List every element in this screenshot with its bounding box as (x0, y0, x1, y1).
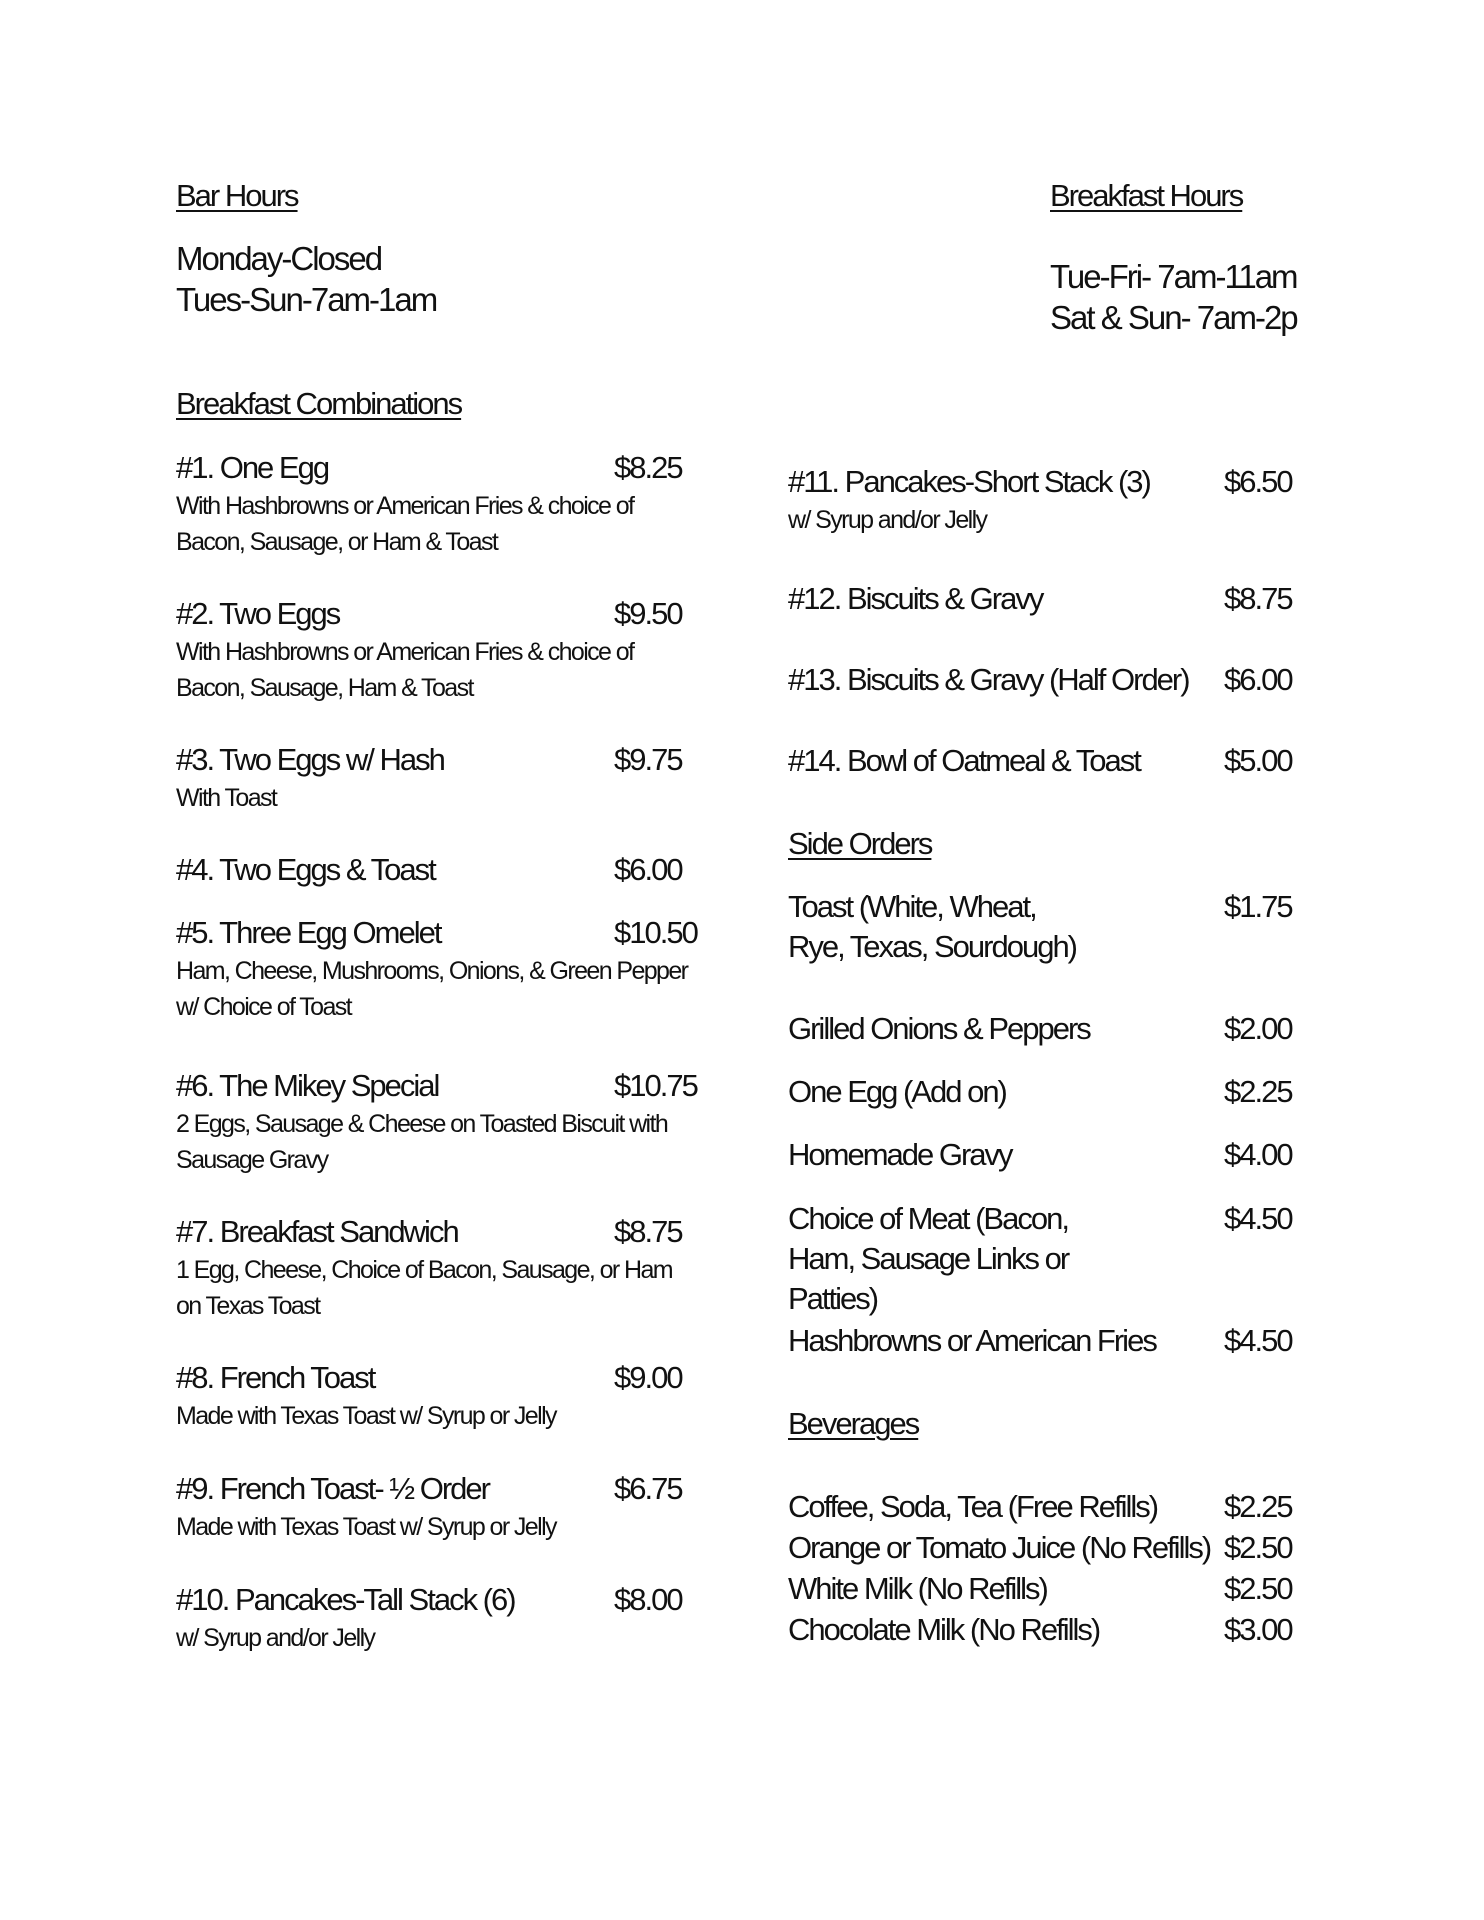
item-description: Made with Texas Toast w/ Syrup or Jelly (176, 1513, 556, 1541)
beverages-heading: Beverages (788, 1406, 919, 1441)
item-price: $10.50 (614, 915, 697, 950)
item-price: $5.00 (1224, 743, 1292, 778)
item-name: Toast (White, Wheat, Rye, Texas, Sourdough) (788, 889, 1077, 964)
item-name: #5. Three Egg Omelet (176, 915, 441, 950)
item-price: $6.00 (1224, 662, 1292, 697)
side-orders-heading: Side Orders (788, 826, 932, 861)
item-name: Chocolate Milk (No Refills) (788, 1612, 1100, 1647)
item-price: $4.50 (1224, 1201, 1292, 1236)
item-price: $8.75 (614, 1214, 682, 1249)
item-name: Coffee, Soda, Tea (Free Refills) (788, 1489, 1158, 1524)
bar-hours-heading: Bar Hours (176, 178, 298, 213)
item-price: $2.25 (1224, 1489, 1292, 1524)
item-description: 2 Eggs, Sausage & Cheese on Toasted Biscuit with Sausage Gravy (176, 1110, 668, 1174)
item-price: $8.00 (614, 1582, 682, 1617)
breakfast-hours-line: Sat & Sun- 7am-2p (1050, 299, 1297, 336)
bar-hours-line: Monday-Closed (176, 240, 382, 277)
item-price: $3.00 (1224, 1612, 1292, 1647)
item-price: $4.50 (1224, 1323, 1292, 1358)
item-description: 1 Egg, Cheese, Choice of Bacon, Sausage, or Ham on Texas Toast (176, 1256, 672, 1320)
item-name: Grilled Onions & Peppers (788, 1011, 1090, 1046)
item-name: #2. Two Eggs (176, 596, 340, 631)
item-description: With Toast (176, 784, 277, 812)
item-description: w/ Syrup and/or Jelly (176, 1624, 375, 1652)
item-name: White Milk (No Refills) (788, 1571, 1047, 1606)
breakfast-hours-line: Tue-Fri- 7am-11am (1050, 258, 1297, 295)
item-name: #6. The Mikey Special (176, 1068, 439, 1103)
item-price: $9.00 (614, 1360, 682, 1395)
item-price: $9.50 (614, 596, 682, 631)
item-name: #4. Two Eggs & Toast (176, 852, 435, 887)
item-price: $1.75 (1224, 889, 1292, 924)
item-name: Homemade Gravy (788, 1137, 1012, 1172)
item-name: #10. Pancakes-Tall Stack (6) (176, 1582, 515, 1617)
item-price: $4.00 (1224, 1137, 1292, 1172)
item-name: One Egg (Add on) (788, 1074, 1006, 1109)
item-description: Ham, Cheese, Mushrooms, Onions, & Green Pepper w/ Choice of Toast (176, 957, 688, 1021)
item-price: $10.75 (614, 1068, 697, 1103)
item-price: $8.25 (614, 450, 682, 485)
item-description: w/ Syrup and/or Jelly (788, 506, 987, 534)
breakfast-combinations-heading: Breakfast Combinations (176, 386, 462, 421)
bar-hours-line: Tues-Sun-7am-1am (176, 281, 437, 318)
item-name: #11. Pancakes-Short Stack (3) (788, 464, 1150, 499)
item-description: With Hashbrowns or American Fries & choice of Bacon, Sausage, or Ham & Toast (176, 492, 634, 556)
item-price: $6.00 (614, 852, 682, 887)
item-name: #3. Two Eggs w/ Hash (176, 742, 444, 777)
item-name: #9. French Toast- ½ Order (176, 1471, 489, 1506)
item-name: Choice of Meat (Bacon, Ham, Sausage Links or Patties) (788, 1201, 1069, 1316)
item-description: Made with Texas Toast w/ Syrup or Jelly (176, 1402, 556, 1430)
item-name: #7. Breakfast Sandwich (176, 1214, 458, 1249)
item-name: Hashbrowns or American Fries (788, 1323, 1156, 1358)
item-name: #1. One Egg (176, 450, 329, 485)
item-price: $2.00 (1224, 1011, 1292, 1046)
item-name: #13. Biscuits & Gravy (Half Order) (788, 662, 1189, 697)
item-price: $9.75 (614, 742, 682, 777)
item-price: $2.25 (1224, 1074, 1292, 1109)
item-price: $2.50 (1224, 1571, 1292, 1606)
item-name: #8. French Toast (176, 1360, 375, 1395)
item-price: $6.50 (1224, 464, 1292, 499)
item-price: $2.50 (1224, 1530, 1292, 1565)
item-price: $8.75 (1224, 581, 1292, 616)
item-description: With Hashbrowns or American Fries & choice of Bacon, Sausage, Ham & Toast (176, 638, 634, 702)
item-name: Orange or Tomato Juice (No Refills) (788, 1530, 1211, 1565)
item-price: $6.75 (614, 1471, 682, 1506)
breakfast-hours-heading: Breakfast Hours (1050, 178, 1243, 213)
item-name: #12. Biscuits & Gravy (788, 581, 1043, 616)
item-name: #14. Bowl of Oatmeal & Toast (788, 743, 1140, 778)
